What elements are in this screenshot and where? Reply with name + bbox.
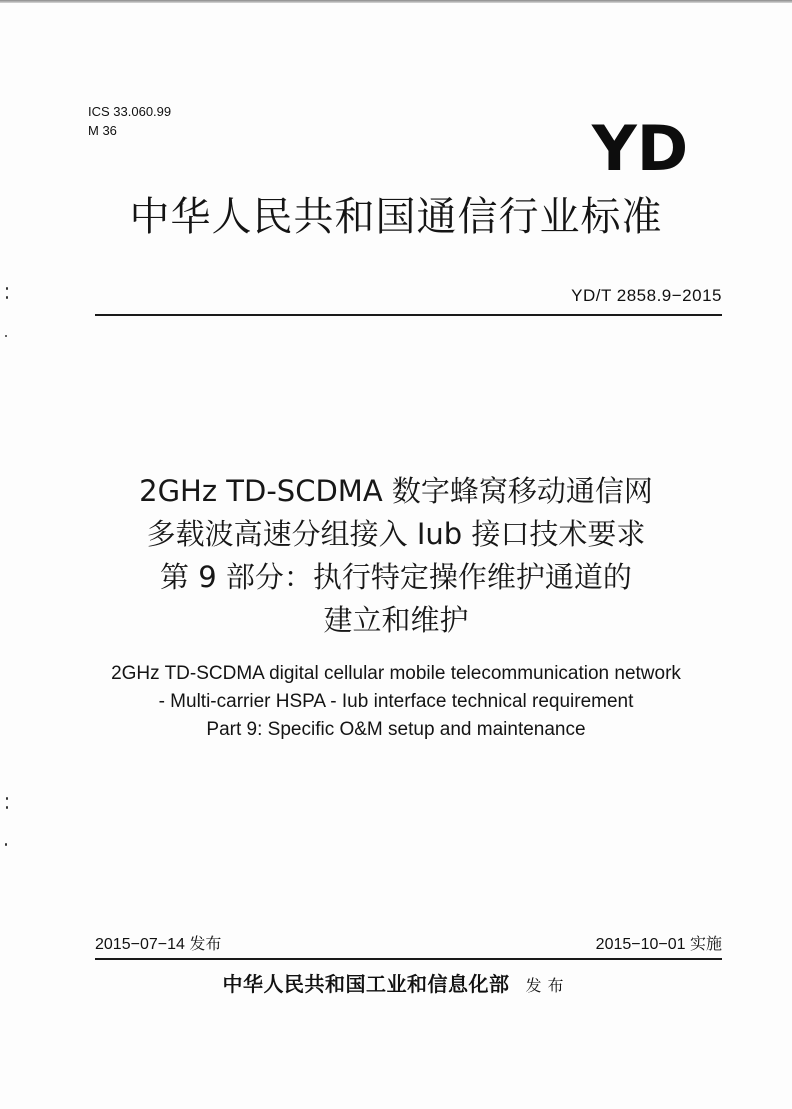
scan-top-edge xyxy=(0,0,792,3)
scan-speck xyxy=(5,335,7,337)
scan-speck xyxy=(6,806,8,809)
header-rule xyxy=(95,314,722,316)
document-title-cn xyxy=(0,470,792,642)
publisher-name: 中华人民共和国工业和信息化部 xyxy=(222,972,510,996)
publisher-line xyxy=(0,970,792,1000)
ics-code: ICS 33.060.99 xyxy=(88,104,172,119)
publisher-action: 发布 xyxy=(525,976,570,995)
effective-date: 2015−10−01 实施 xyxy=(595,936,722,953)
issue-date: 2015−07−14 发布 xyxy=(95,936,222,953)
scan-speck xyxy=(5,843,7,846)
yd-logo-text: YD xyxy=(591,118,689,178)
standard-title: 中华人民共和国通信行业标准 xyxy=(129,194,663,240)
ccs-code: M 36 xyxy=(88,123,117,138)
title-cn-line: 第 9 部分：执行特定操作维护通道的 xyxy=(160,560,632,594)
classification-codes xyxy=(88,102,171,140)
title-en-line: Part 9: Specific O&M setup and maintenance xyxy=(206,719,586,740)
footer-rule xyxy=(95,958,722,960)
title-cn-line: 2GHz TD-SCDMA 数字蜂窝移动通信网 xyxy=(139,474,653,508)
title-en-line: - Multi-carrier HSPA - Iub interface technical requirement xyxy=(158,691,634,712)
yd-logo xyxy=(585,118,695,178)
scan-speck xyxy=(6,797,8,800)
title-en-line: 2GHz TD-SCDMA digital cellular mobile telecommunication network xyxy=(111,663,681,684)
document-title-en xyxy=(0,660,792,744)
standard-number: YD/T 2858.9−2015 xyxy=(571,286,722,305)
scan-speck xyxy=(6,287,8,290)
title-cn-line: 建立和维护 xyxy=(323,603,469,637)
scan-speck xyxy=(6,296,8,299)
title-cn-line: 多载波高速分组接入 Iub 接口技术要求 xyxy=(146,517,646,551)
